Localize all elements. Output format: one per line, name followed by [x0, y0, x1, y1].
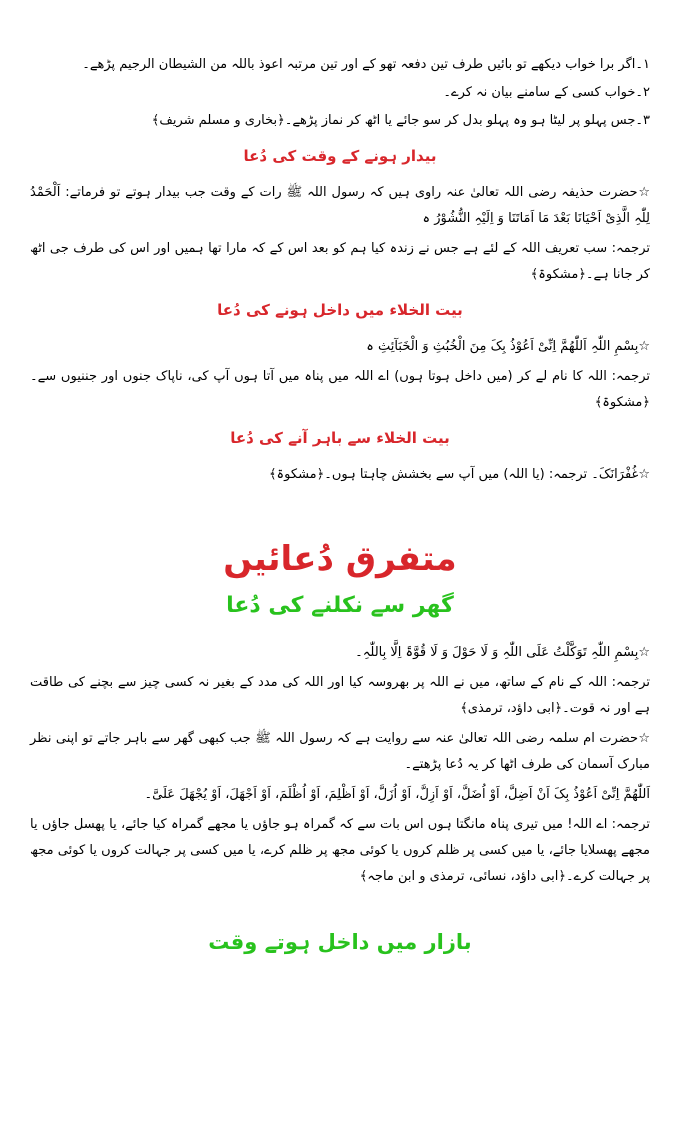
bad-dream-step-3: ۳۔جس پہلو پر لیٹا ہو وہ پہلو بدل کر سو جائے یا اٹھ کر نماز پڑھے۔﴿بخاری و مسلم شریف﴾: [151, 113, 650, 128]
toilet-exit-dua: ☆غُفْرَانَکَ۔ ترجمہ: (یا اللہ) میں آپ سے بخشش چاہتا ہوں۔﴿مشکوۃ﴾: [268, 467, 650, 482]
home-exit-hadith: ☆حضرت ام سلمہ رضی اللہ تعالیٰ عنہ سے روایت ہے کہ رسول اللہ ﷺ جب کبھی گھر سے باہر جاتے تو اپنی نظر مبارک آسمان کی طرف اٹھا کر یہ دُعا پڑھتے۔: [30, 731, 650, 772]
home-exit-heading: گھر سے نکلنے کی دُعا: [226, 593, 454, 618]
wake-hadith: ☆حضرت حذیفہ رضی اللہ تعالیٰ عنہ راوی ہیں کہ رسول اللہ ﷺ رات کے وقت جب بیدار ہوتے تو فرماتے: اَلْحَمْدُ لِلّٰہِ الَّذِیْ اَحْیَانَا بَعْدَ مَا اَمَاتَنَا وَ اِلَیْہِ النُّشُوْرُ ہ: [30, 185, 650, 226]
home-exit-translation: ترجمہ: اللہ کے نام کے ساتھ، میں نے اللہ پر بھروسہ کیا اور اللہ کی مدد کے بغیر نہ کسی چیز سے بچنے کی طاقت ہے اور نہ قوت۔﴿ابی داؤد، ترمذی﴾: [30, 675, 650, 716]
bad-dream-step-2: ۲۔خواب کسی کے سامنے بیان نہ کرے۔: [443, 85, 650, 100]
home-exit-dua-2: اَللّٰھُمَّ اِنِّیْ اَعُوْذُ بِکَ اَنْ اَضِلَّ، اَوْ اُضَلَّ، اَوْ اَزِلَّ، اَوْ اُزَلَّ، اَوْ اَظْلِمَ، اَوْ اُظْلَمَ، اَوْ اَجْھَلَ، اَوْ یُجْھَلَ عَلَیَّ۔: [144, 787, 650, 802]
toilet-enter-heading: بیت الخلاء میں داخل ہونے کی دُعا: [217, 301, 463, 319]
bad-dream-step-1: ۱۔اگر برا خواب دیکھے تو بائیں طرف تین دفعہ تھو کے اور تین مرتبہ اعوذ باللہ من الشیطان الرجیم پڑھے۔: [82, 57, 650, 72]
home-exit-dua: ☆بِسْمِ اللّٰہِ تَوَکَّلْتُ عَلَی اللّٰہِ وَ لَا حَوْلَ وَ لَا قُوَّۃَ اِلَّا بِاللّٰہِ۔: [355, 645, 650, 660]
wake-dua-heading: بیدار ہونے کے وقت کی دُعا: [243, 147, 437, 165]
home-exit-translation-2: ترجمہ: اے اللہ! میں تیری پناہ مانگتا ہوں اس بات سے کہ گمراہ ہو جاؤں یا مجھے گمراہ کیا جائے، یا پھسل جاؤں یا مجھے پھسلایا جائے، یا میں کسی پر ظلم کروں یا کوئی مجھ پر ظلم کرے، یا میں کسی پر جہالت کروں یا کوئی مجھ پر جہالت کرے۔﴿ابی داؤد، نسائی، ترمذی و ابن ماجہ﴾: [30, 817, 650, 884]
market-enter-heading: بازار میں داخل ہوتے وقت: [208, 930, 472, 954]
wake-translation: ترجمہ: سب تعریف اللہ کے لئے ہے جس نے زندہ کیا ہم کو بعد اس کے کہ مارا تھا ہمیں اور اس کی طرف جی اٹھ کر جانا ہے۔﴿مشکوۃ﴾: [30, 241, 650, 282]
toilet-enter-dua: ☆بِسْمِ اللّٰہِ اَللّٰھُمَّ اِنِّیْ اَعُوْذُ بِکَ مِنَ الْخُبُثِ وَ الْخَبَآئِثِ ہ: [366, 339, 650, 354]
toilet-enter-translation: ترجمہ: اللہ کا نام لے کر (میں داخل ہوتا ہوں) اے اللہ میں پناہ میں آتا ہوں آپ کی، ناپاک جنوں اور جننیوں سے۔﴿مشکوۃ﴾: [30, 369, 650, 410]
toilet-exit-heading: بیت الخلاء سے باہر آنے کی دُعا: [230, 429, 450, 447]
misc-duas-title: متفرق دُعائیں: [223, 539, 457, 579]
